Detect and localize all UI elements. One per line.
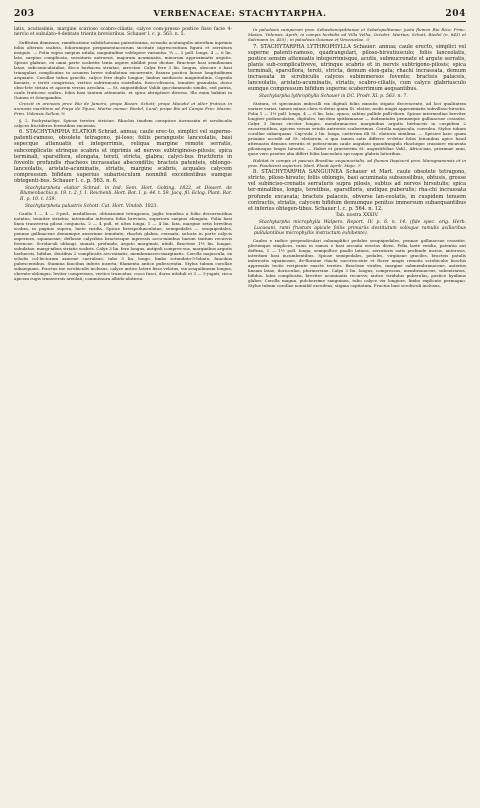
page-number-left: 203	[14, 9, 35, 19]
locality-paragraph	[248, 158, 466, 168]
text-columns	[14, 27, 466, 290]
locality-text: Habitat in campis et pascuis Brasiliae aequinoctialis, ad flumen Itapicurú prov. Maragnanensis et in prov. Piauhiensi superiori: Mart. Flouit Aprili, Majo. ☉	[248, 157, 466, 168]
synonym-paragraph	[248, 220, 466, 236]
species-6-description: 6. STACHYTARPHA ELATIOR Schrad. annua; caule erec-to, simplici vel superne-patenti-ramoso, obsolete tetragono, pi-loso; foliis peranguste lanceolatis, basi sepecque attenuatis et integerrimis, reliqua margine remote serratis, subcomplicatis utrinque scabris et inprimis ad nervos subtriginoso-pilosis; spica terminali, sparsiflora, elongata, tereti, stricta, glabra; calyci-bus fructiferis in foveolis profundis rhacheos incrassatae absconditis; bracteis patenteis, oblongo-lanceolatis, aristato-acuminatis, striatis, margine scabris, acquales calycem compressum bifidum superius subarisiculum nonnihil excedentibus eumque obtegenti-bus. Schauer l. c. p. 563. n. 6.	[14, 129, 232, 185]
section-heading: §. 2. Pachystachys. Spicae tereter, strictae. Rhachis tandem conspicue incrassata et scrobiculis calyces fructiferos foventibus excavata.	[14, 117, 232, 128]
left-column	[14, 27, 232, 290]
synonym-text: Stachytarpheta palustris Schott. Cat. Hort. Vindob. 1823.	[25, 203, 158, 209]
locality-text: In paludosis camporum prov. Sebastianopolitanae et Sebetopolitanae: juxta flumen Rio Rico: Princ. Maxim. Vidensis. Aprili; in campis herbidis ad Villa Velha, Octobri: Martius, Schott, Riedel (n. 843) et Salzmann (n. 455) ; in paludosis Guianae et Venezuelae. ☉	[248, 27, 466, 42]
paragraph: latis, acutissimis, margine scarioso scabro-ciliatis, calyce com-pressо postice fisso facie 4-nervio et subulato-4-dentato triente brevioribus. Schauer l. c. p. 563. n. 5.	[14, 27, 232, 38]
description-paragraph: Caulis 1 — 4 — 5-ped., medullosus, obtusissime tetragonus, juglis tenuibus a foliis decurrentibus notatus, tenuiter striatus; internodia inferiora foliis breviora, superiora saepius elongata. Folia basi lineа transversa pilosa conjuncta, 2 — 4 poll. et ultra longa, 1 — 4 lin. lata, margine setis brevibus scabra, in paginis supera, laete viridia. Spicae brevipedunculatae, semipedales — sesquipedales, pennae gallinaceae demumque anserinae tenuitate; rhachis glabra, crassata, sulcata in parte calycis superiora, squamosae; deflorae calycibus bracteisque inpressis accu-minibus harum tantum recurvis fovencae. Scrobiculi oblongi, sinuati, profunde, arguto marginati, nitidi. Bracteae 1½ lin. longae, subulatae, margi-nibus striatis scabris. Calyx 3 lin. fere longus, antipoli compres-sus, marginibus argutis herbaceis, bifidus, dentibus 2 complicatis acu-minatis, membranaceo-marginatis. Corolla majuscula, ex scholis col-lectorum azureae caeruleae, tubo 3 lin. longo, limbo rotundato-5-lobato, faucibus pubescentibus. Stamina faucibus inferis inserta; filamenta antice pubescentia. Stylus tubum corollae subaequans. Fructus ine scrobiculis inclusus, calyce antico latere fisso velatus, vix sesquilineam longus, obovato-oblongus, leviter compressus, vertice truncatus; cocci fusci, dorso nitiduli et 3 — 5-jugati, circa apicem rugis transversis areolati; commissura albido-aluticea.	[14, 210, 232, 281]
synonym-paragraph	[14, 204, 232, 209]
page-number-right: 204	[445, 9, 466, 19]
running-title: VERBENACEAE: STACHYTARPHA.	[153, 8, 327, 18]
description-paragraph: Statura, et speciminis imbecilli vix digitali foliis minutis stipato decrescente, ad loci qualitatem variare variat, tamen minus clara vi-detur quam St. elatior, nodis magis approximatis subvilloso-hirsutis. Folia 1 — 1½ poll. longa, 4 — 6 lin. lata, opaca, subtus pallide palli-diora. Spicae intermediae breviter longiter pedunculatae, digitales, tan-dem spithamaeae — dodrantales pennaeque gallinaceae crassitie. Calyx 3 lineas circiter longus, membranaceus marginibus argutis herbaceis in cuspidem 2 excurrentibus, apicem versus setulis antrorsis scaberrimus. Corolla majuscula, coerulea. Stylus tubum corollae subaequans. Cap-sula 2 lin. longa, caeterum illi St. elatioris similima. — Species haec quam proxime accedit ad St. elatiorem, a qua tamen satis differre vi-detur foliis lotionibus apice haud attenuatis densius serratis et potissi-mum caule angulato quandrangulo rhachique crassiore excavata pilosiusque longis hirsutis. — Habet et praesertim St. angustifoliae Vahl., Africa-nae, proximae anni, quae vero praeter alia differt foliis lanceolato spi-caque glabris latioribus.	[248, 100, 466, 156]
synonym-paragraph	[14, 186, 232, 202]
species-8-description: 8. STACHYTARPHA SANGUINEA Schauer et Mart. caule obsolete tetragono, stricto, piloso-hirsuto; foliis oblongis, basi acuminata subsessilibus, obtusis, grosse vel subinciso-crenatis serraturis supra pilosis, subtus ad nervos hirsutulis; spica ter-minalibus, longis, teretibus, sparsifloris, undique puberulis; rha-chi incrassata profunde excavata; bracteis palaceis, obverse lan-ceolatis, in cuspidem tenuem contractis, striatis, calycem bifidum demumque penitus immersum subaequantibus et inferius obtegen-tibus. Schauer l. c. p. 564. n. 12.	[248, 169, 466, 212]
right-column	[248, 27, 466, 290]
running-header	[14, 8, 466, 22]
synonym-paragraph	[248, 94, 466, 99]
description-paragraph: Caules e radice perpendiculari subamplifici pedales sesquipedales, pennae gallinaceae crassitie, plerumque simplices, raius in ramos e basi arcuata erectos divisi. Folia laete viridia, patentia aut deflexa, 1 — 1½ poll. longa, semipollice paullo latiora, serraturis satis profunde incisis, anterosis, interdum basi incumbentibus. Spicae semipedales, pedales, virgineae graciles, bracteis patulis imbricatis squamosae, de-floratae rhachi succrescente et florer magis remotis scrobiculis brachis appresaiis tectis recipiente exacte teretes. Bracteae virides, margine submembranaceae, anterius lineam latae, dorioculae, plurinerviae. Calyx 3 lin. longus, compressus, membranaceus, subextriatus, bifidus, lobis complicatis, breviter acuminatis recurvis; antice viridulus puberulus, postice hyalinus glaber. Corolla magna, pulcherrime sanguinea, tubo calyce vix longiore, limbo explicato permagno. Stylus tubum corollae nonnihil excedens; stigma capitatum. Fructus basi scrobiculi inclusus,	[248, 238, 466, 289]
synonym-text: Stachytarpha microphylla Walpers. Report. IV. p. 6. n. 14. (fide spec. orig. Herb. Lucaeani, rami frustum apicale foliis primariis destitutum solisque ramulis axillaribus pullulantibus microphyllis instructum exhibente).	[254, 220, 466, 237]
locality-text: Crescit in arenosis prov. Rio de Janeiro, prope Bazan: Schott; prope Macahé et alter fruticos in arenosis maritimis ad Praya de Tijuca, Martio mense: Riedel, Lund; prope Rio ad Campo Frio: Mazim. Prim. Vidensis Sellow. ½	[14, 101, 232, 117]
locality-paragraph	[14, 101, 232, 116]
description-paragraph: Suffrutex demissus, ramificatione subdichotoma patentissima, ra-mulis acutangulis interdum inprimis foliis alternis scabris, foliorumque pergamentaceorum siccitate nigrescentium figura et serratura insignis. — Folia supra saepius nitida, magnitudine valdopere variantia, ½ — 2 poll. longa, 4 — 6 lin. lata, saepius complicata, serraturis antrorsis, majorum acuminatis, minorum approximatis argutis. Spicae glabrae, ex omni parte scabritie lenta aspere ubilibit prae dicitae. Bracteae basi semilineam latae, subcomiculatulae, dicco herbacea striatae, arrectae. Calyx fere 3 lin. longus, obscure e basi triangulari complicatus in acumen breve subulatum excurrente, fissura postica lineae longitudinem aequante. Corollae tubus gracilis, calyce fere duplo longior; limbus mediocris magnitudinis. Capsula linearis, e tereti compressa, vertice subtruncato rostellata, fusco-olivacea, tenuiter granulata, dorso obso-lete striata et apicem versus areolata. — St. angustifoliae Vahlii quo-dammodo similis, sed patria, caule fruticoso scabro, foliis basi tantum attenuatis, et spica abruptiore diversa. Illa enim habitat in Guinea et Senegambia.	[14, 39, 232, 100]
locality-paragraph	[248, 27, 466, 42]
book-page	[14, 8, 466, 792]
species-7-description: 7. STACHYTARPHA LYTHROPHYLLA Schauer: annua; caule erecto, simplici vel superne patenti-ramoso, quadrangulari, piloso-hirsutiusculo; foliis lanceolatis, postice sensim attenuatis integerrimisque, acutis, submucronate et argute serratis, planis sub-complicativеve, utrinque scabris et in nervis subtrigono-pilosis; spica terminali, sparsiflora, tereti, stricta, demum elon-gata; rhachi incrassata, demum incrassata in scrobiculis calyces subimmersos fovente; bracteis palaceis, lanceolatis, aristato-acuminatis, striatis, scabro-ciliatis, cum calyce glabriusculo eumque compressum bifidum superne scaberrimum aequantibus.	[248, 43, 466, 93]
synonym-text: Stachytarpheta elatior Schrad. in Ind. Sem. Hort. Golting. 1822, et Dissert. de Blumenbachia p. 19. t. 2. f. 1. Reichenb. Hort. Bot. I. p. 44. t. 59. Jacq. fil. Eclog. Plant. Rar. II. p. 10. t. 159.	[20, 185, 232, 202]
plate-reference: Tab. nostra XXXIV.	[335, 213, 379, 219]
synonym-text: Stachytarpha lythrophylla Schauer in DC. Prodr. XI. p. 563. n. 7.	[259, 93, 408, 99]
